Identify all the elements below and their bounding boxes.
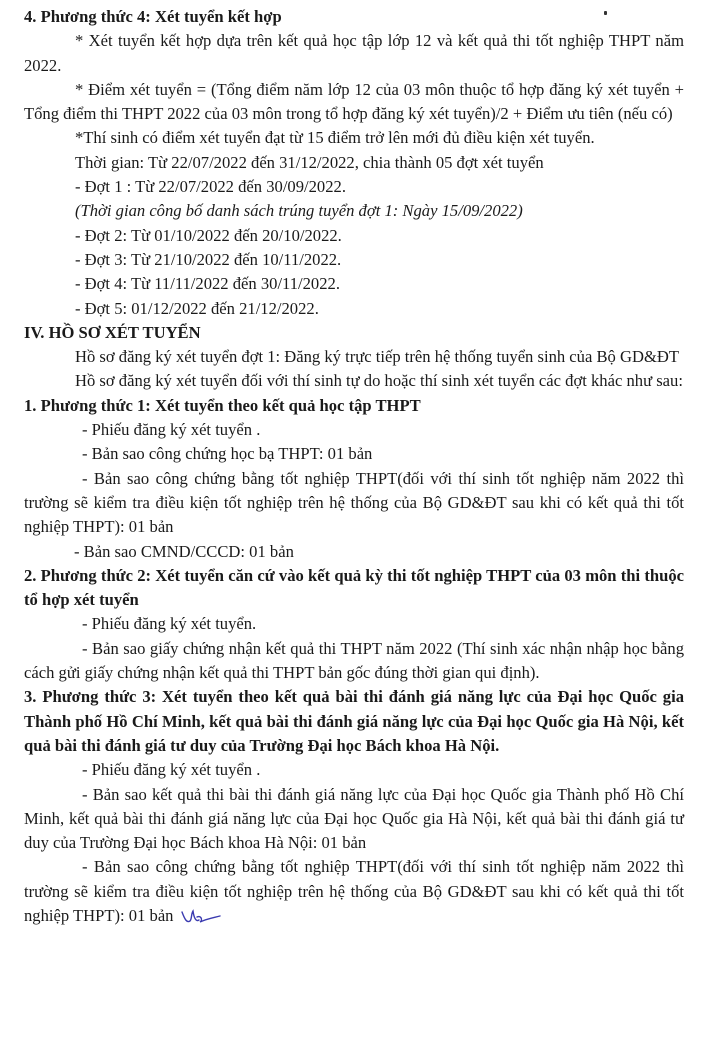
- method1-item: - Bản sao CMND/CCCD: 01 bản: [74, 541, 294, 561]
- method4-threshold: *Thí sinh có điểm xét tuyển đạt từ 15 điểm trở lên mới đủ điều kiện xét tuyển.: [75, 128, 595, 148]
- method2-heading: 2. Phương thức 2: Xét tuyển căn cứ vào kết quả kỳ thi tốt nghiệp THPT của 03 môn thi thuộc tổ hợp xét tuyển: [24, 565, 684, 610]
- method4-heading: 4. Phương thức 4: Xét tuyển kết hợp: [24, 7, 282, 26]
- method1-heading: 1. Phương thức 1: Xét tuyển theo kết quả học tập THPT: [24, 395, 421, 415]
- method1-item: - Bản sao công chứng bằng tốt nghiệp THPT(đối với thí sinh tốt nghiệp năm 2022 thì trường sẽ kiểm tra điều kiện tốt nghiệp trên hệ thống của Bộ GD&ĐT sau khi có kết quả thi tốt nghiệp THPT): 01 bản: [24, 468, 684, 537]
- method2-item: - Bản sao giấy chứng nhận kết quả thi THPT năm 2022 (Thí sinh xác nhận nhập học bằng cách gửi giấy chứng nhận kết quả thi THPT bản gốc đúng thời gian qui định).: [24, 638, 684, 683]
- method4-round-1-note: (Thời gian công bố danh sách trúng tuyển đợt 1: Ngày 15/09/2022): [75, 201, 523, 221]
- method4-round-4: - Đợt 4: Từ 11/11/2022 đến 30/11/2022.: [75, 274, 340, 294]
- method2-item: - Phiếu đăng ký xét tuyển.: [82, 614, 257, 634]
- method3-item: - Phiếu đăng ký xét tuyển .: [82, 760, 261, 780]
- section-4-heading: IV. HỒ SƠ XÉT TUYỂN: [24, 322, 201, 342]
- method3-last-item: [24, 855, 684, 928]
- method4-time: Thời gian: Từ 22/07/2022 đến 31/12/2022, chia thành 05 đợt xét tuyển: [75, 152, 544, 172]
- section-4-round-1-registration: Hồ sơ đăng ký xét tuyển đợt 1: Đăng ký trực tiếp trên hệ thống tuyển sinh của Bộ GD&ĐT: [75, 347, 679, 367]
- method4-combined-basis: * Xét tuyển kết hợp dựa trên kết quả học tập lớp 12 và kết quả thi tốt nghiệp THPT năm 2022.: [24, 31, 684, 75]
- method3-item: - Bản sao kết quả thi bài thi đánh giá năng lực của Đại học Quốc gia Thành phố Hồ Chí Minh, kết quả bài thi đánh giá năng lực của Đại học Quốc gia Hà Nội, kết quả bài thi đánh giá tư duy của Trường Đại học Bách khoa Hà Nội: 01 bản: [24, 784, 684, 853]
- method3-item: - Bản sao công chứng bằng tốt nghiệp THPT(đối với thí sinh tốt nghiệp năm 2022 thì trường sẽ kiểm tra điều kiện tốt nghiệp trên hệ thống của Bộ GD&ĐT sau khi có kết quả thi tốt nghiệp THPT): 01 bản: [24, 857, 684, 925]
- method1-item: - Bản sao công chứng học bạ THPT: 01 bản: [82, 444, 373, 464]
- method4-round-3: - Đợt 3: Từ 21/10/2022 đến 10/11/2022.: [75, 249, 342, 269]
- method1-item: - Phiếu đăng ký xét tuyển .: [82, 420, 261, 440]
- method3-heading: 3. Phương thức 3: Xét tuyển theo kết quả bài thi đánh giá năng lực của Đại học Quốc gia Thành phố Hồ Chí Minh, kết quả bài thi đánh giá năng lực của Đại học Quốc gia Hà Nội, kết quả bài thi đánh giá tư duy của Trường Đại học Bách khoa Hà Nội.: [24, 687, 684, 755]
- method4-round-1: - Đợt 1 : Từ 22/07/2022 đến 30/09/2022.: [75, 177, 346, 197]
- method4-score-formula: * Điểm xét tuyển = (Tổng điểm năm lớp 12 của 03 môn thuộc tổ hợp đăng ký xét tuyển + Tổng điểm thi THPT 2022 của 03 môn trong tổ hợp đăng ký xét tuyển)/2 + Điểm ưu tiên (nếu có): [24, 79, 684, 124]
- method4-round-2: - Đợt 2: Từ 01/10/2022 đến 20/10/2022.: [75, 225, 342, 245]
- handwritten-initial-signature: [179, 906, 223, 928]
- scan-speck: [604, 11, 607, 15]
- method4-round-5: - Đợt 5: 01/12/2022 đến 21/12/2022.: [75, 298, 319, 318]
- section-4-other-rounds: Hồ sơ đăng ký xét tuyển đối với thí sinh tự do hoặc thí sinh xét tuyển các đợt khác như sau:: [75, 371, 683, 391]
